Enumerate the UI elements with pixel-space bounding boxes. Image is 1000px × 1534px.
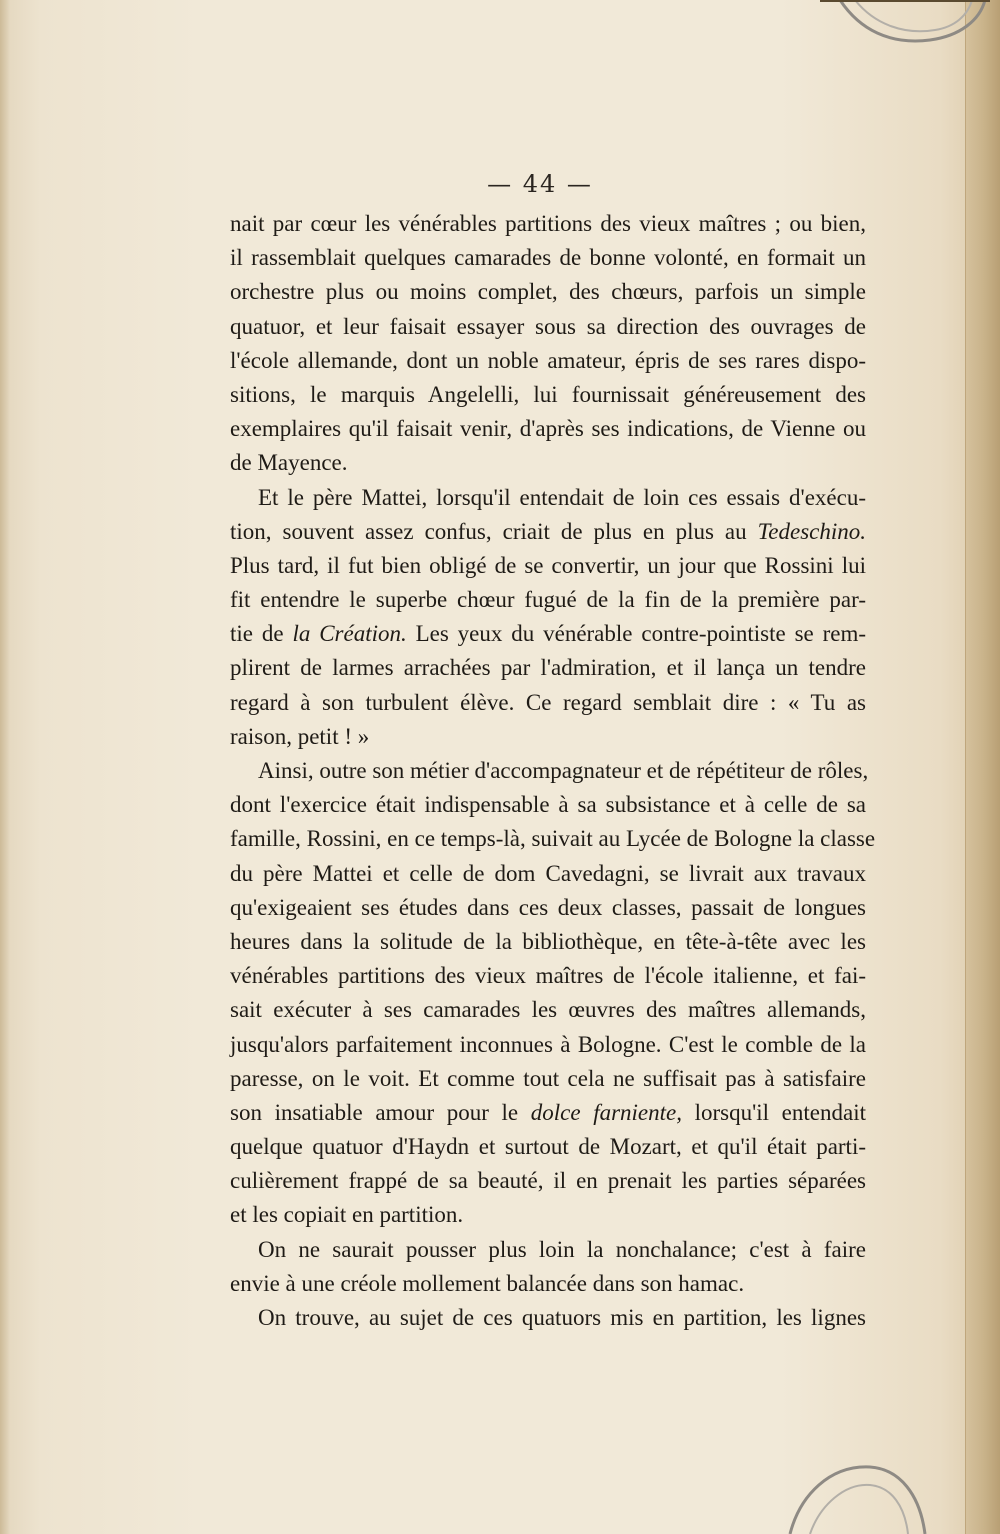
text-line: paresse, on le voit. Et comme tout cela ne suffisait pas à satisfaire bbox=[230, 1065, 866, 1091]
text-line: sait exécuter à ses camarades les œuvres des maîtres allemands, bbox=[230, 997, 866, 1023]
paper-clip-icon bbox=[770, 1455, 1000, 1534]
text-line: Et le père Mattei, lorsqu'il entendait de loin ces essais d'exécu- bbox=[258, 484, 866, 510]
paragraph-2 bbox=[230, 481, 866, 755]
text-line: dont l'exercice était indispensable à sa subsistance et à celle de sa bbox=[230, 792, 866, 818]
text-line: raison, petit ! » bbox=[230, 723, 370, 749]
text-line: jusqu'alors parfaitement inconnues à Bologne. C'est le comble de la bbox=[230, 1031, 866, 1057]
text-line: et les copiait en partition. bbox=[230, 1202, 464, 1228]
text-line: quatuor, et leur faisait essayer sous sa direction des ouvrages de bbox=[230, 313, 866, 339]
paragraph-3 bbox=[230, 754, 876, 1233]
text-line: heures dans la solitude de la bibliothèque, en tête-à-tête avec les bbox=[230, 928, 866, 954]
paragraph-4 bbox=[230, 1233, 866, 1301]
paper-clip-icon bbox=[820, 0, 1000, 70]
text-line: Ainsi, outre son métier d'accompagnateur et de répétiteur de rôles, bbox=[258, 758, 869, 783]
text-line: vénérables partitions des vieux maîtres de l'école italienne, et fai- bbox=[230, 963, 866, 989]
text-line: culièrement frappé de sa beauté, il en prenait les parties séparées bbox=[230, 1168, 866, 1194]
text-segment: tion, souvent assez confus, criait de plus en plus au bbox=[230, 518, 758, 544]
text-segment: lorsqu'il entendait bbox=[682, 1099, 866, 1125]
text-line: il rassemblait quelques camarades de bonne volonté, en formait un bbox=[230, 245, 866, 271]
text-line: exemplaires qu'il faisait venir, d'après ses indications, de Vienne ou bbox=[230, 416, 866, 442]
text-line: envie à une créole mollement balancée dans son hamac. bbox=[230, 1270, 745, 1296]
text-line: famille, Rossini, en ce temps-là, suivait au Lycée de Bologne la classe bbox=[230, 826, 876, 852]
text-line bbox=[230, 515, 866, 549]
text-line: On ne saurait pousser plus loin la nonchalance; c'est à faire bbox=[258, 1236, 866, 1262]
text-line: Plus tard, il fut bien obligé de se convertir, un jour que Rossini lui bbox=[230, 552, 866, 578]
text-line: nait par cœur les vénérables partitions des vieux maîtres ; ou bien, bbox=[230, 211, 866, 236]
italic-phrase: dolce farniente, bbox=[530, 1099, 682, 1125]
text-line bbox=[230, 1096, 866, 1130]
page-number: — 44 — bbox=[487, 170, 593, 198]
text-line: qu'exigeaient ses études dans ces deux classes, passait de longues bbox=[230, 894, 866, 920]
text-line: plirent de larmes arrachées par l'admiration, et il lança un tendre bbox=[230, 655, 866, 681]
text-line: regard à son turbulent élève. Ce regard semblait dire : « Tu as bbox=[230, 689, 866, 715]
binding-shadow bbox=[0, 0, 10, 1534]
page-edge bbox=[965, 0, 1000, 1534]
text-line: quelque quatuor d'Haydn et surtout de Mozart, et qu'il était parti- bbox=[230, 1134, 866, 1160]
text-line: de Mayence. bbox=[230, 450, 348, 476]
text-segment: tie de bbox=[230, 621, 293, 647]
text-segment: son insatiable amour pour le bbox=[230, 1099, 531, 1125]
paragraph-1 bbox=[230, 207, 866, 481]
text-line: sitions, le marquis Angelelli, lui fournissait généreusement des bbox=[230, 381, 866, 407]
text-line: fit entendre le superbe chœur fugué de la fin de la première par- bbox=[230, 587, 866, 613]
text-line: du père Mattei et celle de dom Cavedagni, se livrait aux travaux bbox=[230, 860, 866, 886]
text-line: orchestre plus ou moins complet, des chœurs, parfois un simple bbox=[230, 279, 866, 305]
text-line bbox=[230, 617, 866, 651]
body-text bbox=[230, 207, 876, 1335]
italic-title: la Création. bbox=[292, 621, 407, 647]
text-line: l'école allemande, dont un noble amateur, épris de ses rares dispo- bbox=[230, 347, 866, 373]
text-line: On trouve, au sujet de ces quatuors mis en partition, les lignes bbox=[258, 1305, 866, 1330]
paragraph-5 bbox=[230, 1301, 866, 1335]
italic-title: Tedeschino. bbox=[757, 518, 866, 544]
text-segment: Les yeux du vénérable contre-pointiste se rem- bbox=[406, 621, 867, 647]
